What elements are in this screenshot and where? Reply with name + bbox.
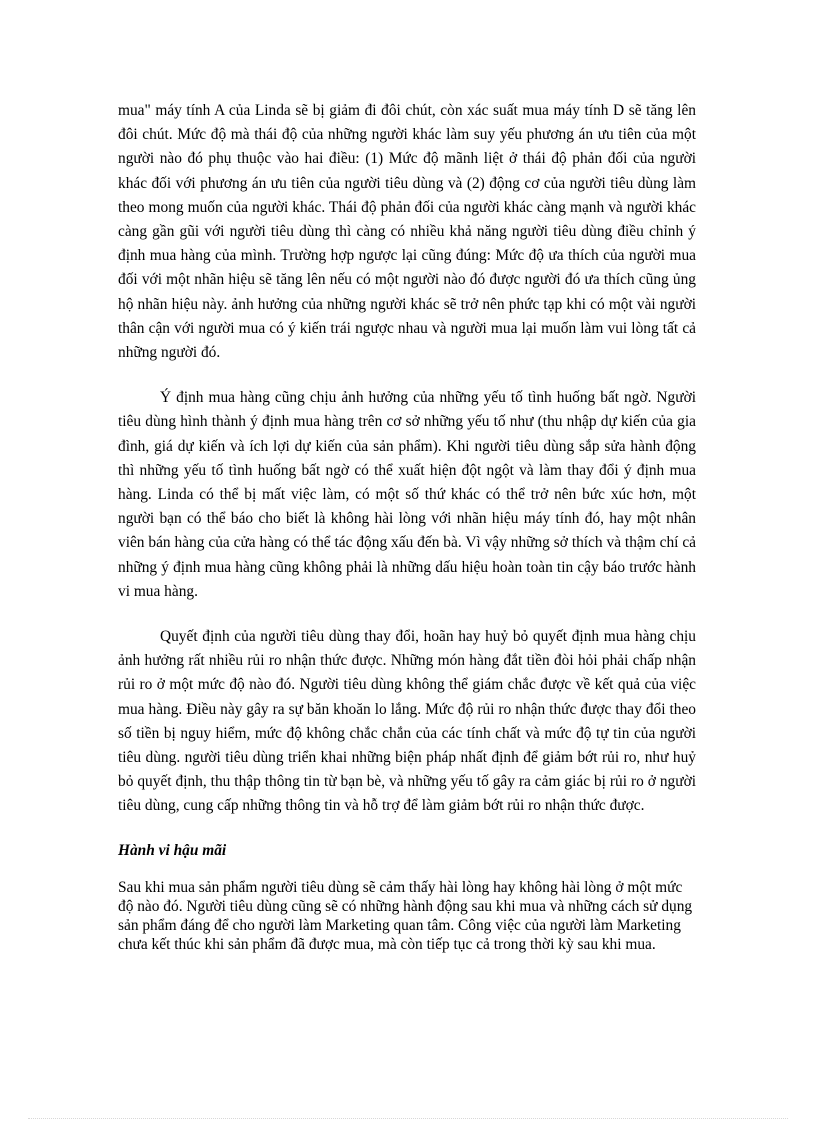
paragraph-post-purchase: Sau khi mua sản phẩm người tiêu dùng sẽ cảm thấy hài lòng hay không hài lòng ở một mức độ nào đó. Người tiêu dùng cũng sẽ có những hành động sau khi mua và những cách sử dụng sản phẩm đáng để cho người làm Marketing quan tâm. Công việc của người làm Marketing chưa kết thúc khi sản phẩm đã được mua, mà còn tiếp tục cả trong thời kỳ sau khi mua. [118,878,693,953]
section-heading: Hành vi hậu mãi [118,841,227,859]
paragraph-spacer [118,819,696,840]
paragraph-spacer [118,604,696,625]
paragraph-perceived-risk: Quyết định của người tiêu dùng thay đổi, hoãn hay huỷ bỏ quyết định mua hàng chịu ảnh hưởng rất nhiều rủi ro nhận thức được. Những món hàng đắt tiền đòi hỏi phải chấp nhận rủi ro ở một mức độ nào đó. Người tiêu dùng không thể giám chắc được về kết quả của việc mua hàng. Điều này gây ra sự băn khoăn lo lắng. Mức độ rủi ro nhận thức được thay đổi theo số tiền bị nguy hiểm, mức độ không chắc chắn của các tính chất và mức độ tự tin của người tiêu dùng. người tiêu dùng triển khai những biện pháp nhất định để giảm bớt rủi ro, như huỷ bỏ quyết định, thu thập thông tin từ bạn bè, và những yếu tố gây ra cảm giác bị rủi ro ở người tiêu dùng, cung cấp những thông tin và hỗ trợ để làm giảm bớt rủi ro nhận thức được. [118,628,696,815]
heading-spacer [118,862,696,878]
paragraph-unexpected-factors: Ý định mua hàng cũng chịu ảnh hưởng của những yếu tố tình huống bất ngờ. Người tiêu dùng hình thành ý định mua hàng trên cơ sở những yếu tố như (thu nhập dự kiến của gia đình, giá dự kiến và ích lợi dự kiến của sản phẩm). Khi người tiêu dùng sắp sửa hành động thì những yếu tố tình huống bất ngờ có thể xuất hiện đột ngột và làm thay đổi ý định mua hàng. Linda có thể bị mất việc làm, có một số thứ khác có thể trở nên bức xúc hơn, một người bạn có thể báo cho biết là không hài lòng với nhãn hiệu máy tính đó, hay một nhân viên bán hàng của cửa hàng có thể tác động xấu đến bà. Vì vậy những sở thích và thậm chí cả những ý định mua hàng cũng không phải là những dấu hiệu hoàn toàn tin cậy báo trước hành vi mua hàng. [118,389,696,600]
page-bottom-dotted-rule [28,1118,788,1119]
paragraph-spacer [118,365,696,386]
paragraph-influence-of-others: mua" máy tính A của Linda sẽ bị giảm đi đôi chút, còn xác suất mua máy tính D sẽ tăng lên đôi chút. Mức độ mà thái độ của những người khác làm suy yếu phương án ưu tiên của một người nào đó phụ thuộc vào hai điều: (1) Mức độ mãnh liệt ở thái độ phản đối của người khác đối với phương án ưu tiên của người tiêu dùng và (2) động cơ của người tiêu dùng làm theo mong muốn của người khác. Thái độ phản đối của người khác càng mạnh và người khác càng gần gũi với người tiêu dùng thì càng có nhiều khả năng người tiêu dùng điều chỉnh ý định mua hàng của mình. Trường hợp ngược lại cũng đúng: Mức độ ưa thích của người mua đối với một nhãn hiệu sẽ tăng lên nếu có một người nào đó được người đó ưa thích cũng ủng hộ nhãn hiệu này. ảnh hưởng của những người khác sẽ trở nên phức tạp khi có một vài người thân cận với người mua có ý kiến trái ngược nhau và người mua lại muốn làm vui lòng tất cả những người đó. [118,102,696,362]
document-body [118,99,696,954]
